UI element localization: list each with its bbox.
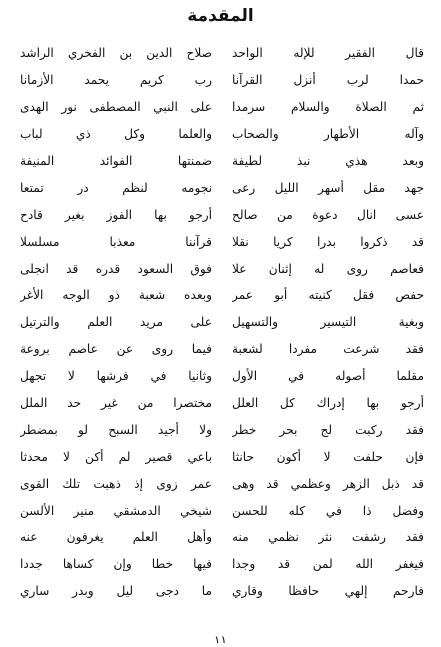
verse-first-hemistich: حفص فقل كنيته أبو عمر (232, 288, 424, 303)
verse-row (20, 443, 424, 470)
verse-row (20, 228, 424, 255)
verse-second-hemistich: قرآننا معذبا مسلسلا (20, 234, 212, 249)
verse-second-hemistich: ما دجى ليل وبدر ساري (20, 584, 212, 599)
verse-row (20, 309, 424, 336)
verse-first-hemistich: جهد مقل أسهر الليل رعى (232, 180, 424, 195)
verse-row (20, 390, 424, 417)
verse-row (20, 94, 424, 121)
verse-second-hemistich: مختصرا من غير حد الملل (20, 396, 212, 411)
verse-first-hemistich: وآله الأطهار والصحاب (232, 127, 424, 142)
verse-first-hemistich: فقد شرعت مفردا لشعبة (232, 342, 424, 357)
verse-first-hemistich: مقلما أصوله في الأول (232, 369, 424, 384)
verse-second-hemistich: وبعده شعبة ذو الوجه الأغر (20, 288, 212, 303)
verse-second-hemistich: باعي قصير لم أكن لا محدثا (20, 449, 212, 464)
verse-second-hemistich: أرجو بها الفوز بغير قادح (20, 207, 212, 222)
verse-first-hemistich: قال الفقير للإله الواحد (232, 46, 424, 61)
verse-second-hemistich: على مريد العلم والترتيل (20, 315, 212, 330)
verse-row (20, 497, 424, 524)
verse-second-hemistich: نجومه لنظم در تمتعا (20, 180, 212, 195)
verse-first-hemistich: وفضل ذا في كله للحسن (232, 503, 424, 518)
page-number: ١١ (214, 633, 227, 643)
verse-first-hemistich: فقد ركبت لج بحر خطر (232, 422, 424, 437)
verse-second-hemistich: فيما روى عن عاصم بروعة (20, 342, 212, 357)
verse-first-hemistich: قد ذكروا بدرا كريا نقلا (232, 234, 424, 249)
poem-verses (20, 40, 424, 605)
verse-row (20, 255, 424, 282)
verse-first-hemistich: حمدا لرب أنزل القرآنا (232, 73, 424, 88)
verse-row (20, 40, 424, 67)
verse-row (20, 363, 424, 390)
verse-second-hemistich: عمر زوى إذ ذهبت تلك القوى (20, 476, 212, 491)
verse-second-hemistich: صلاح الدين بن الفخري الراشد (20, 46, 212, 61)
verse-first-hemistich: عسى انال دعوة من صالح (232, 207, 424, 222)
verse-first-hemistich: أرجو بها إدراك كل العلل (232, 396, 424, 411)
verse-row (20, 416, 424, 443)
verse-row (20, 282, 424, 309)
verse-second-hemistich: وأهل العلم يغرفون عنه (20, 530, 212, 545)
verse-second-hemistich: ولا أجيد السبح لو بمضطر (20, 422, 212, 437)
verse-first-hemistich: فإن حلفت لا أكون حانثا (232, 449, 424, 464)
verse-second-hemistich: على النبي المصطفى نور الهدى (20, 100, 212, 115)
verse-row (20, 201, 424, 228)
verse-first-hemistich: فعاصم روى له إثنان علا (232, 261, 424, 276)
verse-first-hemistich: فارحم إلهي حافظا وقاري (232, 584, 424, 599)
verse-row (20, 470, 424, 497)
verse-second-hemistich: والعلما وكل ذي لباب (20, 127, 212, 142)
verse-second-hemistich: ضمنتها الفوائد المنيفة (20, 154, 212, 168)
verse-row (20, 578, 424, 605)
verse-first-hemistich: وبعد هذي نبذ لطيفة (232, 154, 424, 168)
verse-first-hemistich: وبغية التيسير والتسهيل (232, 315, 424, 330)
verse-row (20, 121, 424, 148)
verse-first-hemistich: فيغفر الله لمن قد وجدا (232, 557, 424, 572)
verse-first-hemistich: قد ذبل الزهر وعظمي قد وهى (232, 476, 424, 491)
verse-row (20, 551, 424, 578)
verse-first-hemistich: فقد رشفت نثر نظمي منه (232, 530, 424, 545)
verse-row (20, 524, 424, 551)
page-title: المقدمة (187, 6, 254, 26)
verse-first-hemistich: ثم الصلاة والسلام سرمدا (232, 100, 424, 115)
verse-second-hemistich: رب كريم يحمد الأزمانا (20, 73, 212, 88)
verse-second-hemistich: شيخي الدمشقي منير الألسن (20, 503, 212, 518)
verse-second-hemistich: وثانيا في فرشها لا تجهل (20, 369, 212, 384)
verse-second-hemistich: فيها خطا وإن كساها جددا (20, 557, 212, 572)
verse-row (20, 174, 424, 201)
verse-second-hemistich: فوق السعود قدره قد انجلى (20, 261, 212, 276)
verse-row (20, 148, 424, 175)
verse-row (20, 67, 424, 94)
verse-row (20, 336, 424, 363)
